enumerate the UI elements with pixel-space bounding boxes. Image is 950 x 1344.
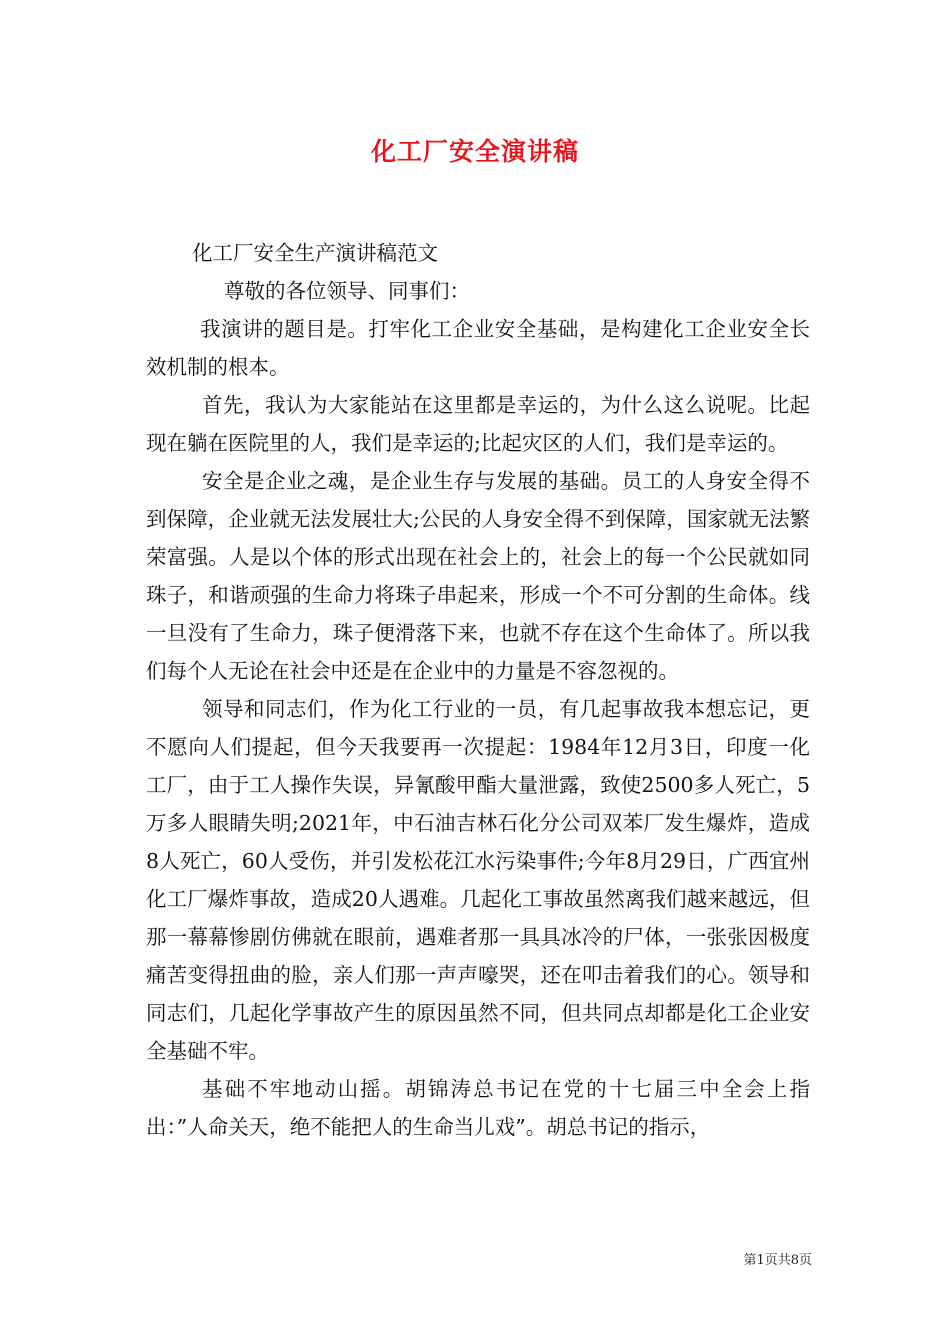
- paragraph-1: 我演讲的题目是。打牢化工企业安全基础，是构建化工企业安全长效机制的根本。: [146, 317, 810, 379]
- paragraph-4: 领导和同志们，作为化工行业的一员，有几起事故我本想忘记，更不愿向人们提起，但今天我要再一次提起：1984年12月3日，印度一化工厂，由于工人操作失误，异氰酸甲酯大量泄露，致使2500多人死亡，5万多人眼睛失明;2021年，中石油吉林石化分公司双苯厂发生爆炸，造成8人死亡，60人受伤，并引发松花江水污染事件;今年8月29日，广西宜州化工厂爆炸事故，造成20人遇难。几起化工事故虽然离我们越来越远，但那一幕幕惨剧仿佛就在眼前，遇难者那一具具冰冷的尸体，一张张因极度痛苦变得扭曲的脸，亲人们那一声声嚎哭，还在叩击着我们的心。领导和同志们，几起化学事故产生的原因虽然不同，但共同点却都是化工企业安全基础不牢。: [146, 697, 810, 1063]
- paragraph-3: 安全是企业之魂，是企业生存与发展的基础。员工的人身安全得不到保障，企业就无法发展壮大;公民的人身安全得不到保障，国家就无法繁荣富强。人是以个体的形式出现在社会上的，社会上的每一个公民就如同珠子，和谐顽强的生命力将珠子串起来，形成一个不可分割的生命体。线一旦没有了生命力，珠子便滑落下来，也就不存在这个生命体了。所以我们每个人无论在社会中还是在企业中的力量是不容忽视的。: [146, 469, 810, 683]
- paragraph-5: 基础不牢地动山摇。胡锦涛总书记在党的十七届三中全会上指出：”人命关天，绝不能把人的生命当儿戏”。胡总书记的指示，: [146, 1077, 810, 1139]
- document-subtitle: 化工厂安全生产演讲稿范文: [192, 241, 438, 265]
- document-title: 化工厂安全演讲稿: [370, 137, 579, 166]
- salutation: 尊敬的各位领导、同事们：: [224, 279, 470, 303]
- document-body: [146, 234, 810, 1146]
- paragraph-2: 首先，我认为大家能站在这里都是幸运的，为什么这么说呢。比起现在躺在医院里的人，我们是幸运的;比起灾区的人们，我们是幸运的。: [146, 393, 810, 455]
- page-number: 第1页共8页: [743, 1253, 812, 1268]
